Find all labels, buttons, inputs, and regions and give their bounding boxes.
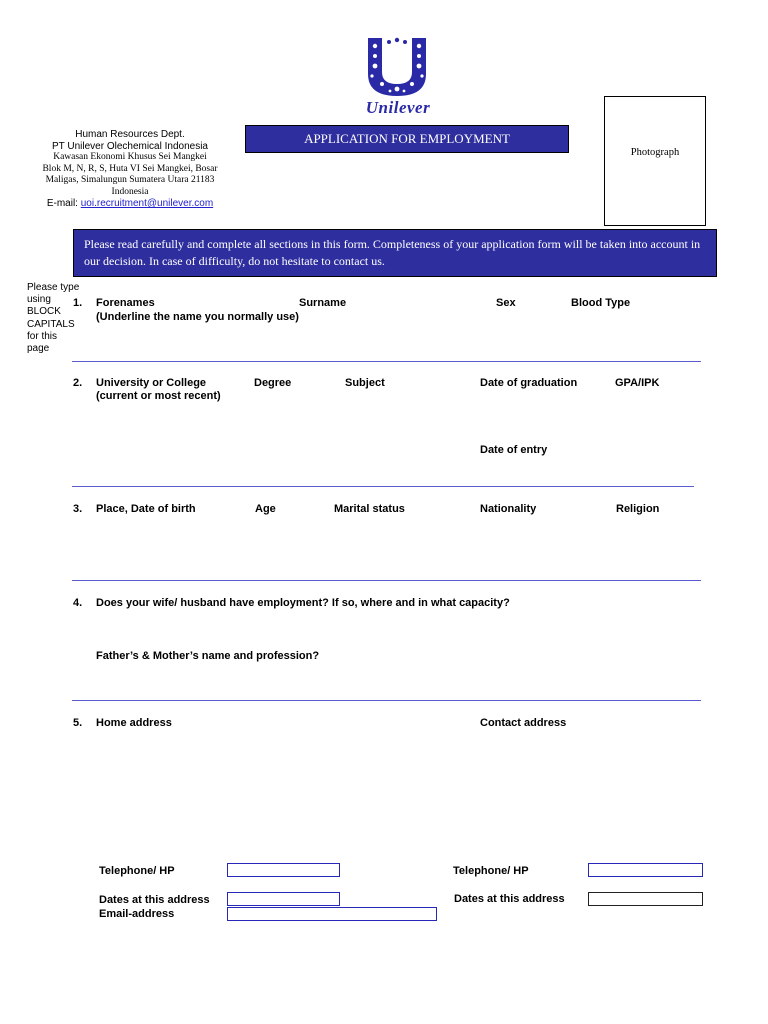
contact-address-label: Contact address [480, 717, 567, 729]
home-address-label: Home address [96, 717, 172, 729]
dates-left-label: Dates at this address [99, 894, 210, 906]
email-address-field[interactable] [227, 907, 437, 921]
date-graduation-label: Date of graduation [480, 377, 578, 389]
current-note: (current or most recent) [96, 390, 221, 402]
nationality-label: Nationality [480, 503, 537, 515]
email-line [30, 198, 230, 210]
form-title: APPLICATION FOR EMPLOYMENT [304, 131, 510, 146]
blood-type-label: Blood Type [571, 297, 631, 309]
address-line-1: Kawasan Ekonomi Khusus Sei Mangkei [53, 152, 207, 162]
telephone-left-field[interactable] [227, 863, 340, 877]
section-3-number: 3. [73, 503, 83, 515]
age-label: Age [255, 503, 276, 515]
dates-left-field[interactable] [227, 892, 340, 906]
section-5-number: 5. [73, 717, 83, 729]
dates-right-field[interactable] [588, 892, 703, 906]
underline-note: (Underline the name you normally use) [96, 311, 299, 323]
gpa-label: GPA/IPK [615, 377, 660, 389]
side-note-line: using [27, 294, 51, 306]
dates-right-label: Dates at this address [454, 893, 565, 905]
address-line-4: Indonesia [111, 186, 149, 197]
hr-dept: Human Resources Dept. [75, 129, 185, 140]
date-entry-label: Date of entry [480, 444, 548, 456]
section-divider [72, 361, 701, 362]
place-dob-label: Place, Date of birth [96, 503, 196, 515]
spouse-employment-question: Does your wife/ husband have employment? If so, where and in what capacity? [96, 597, 510, 609]
block-capitals-note [27, 282, 83, 355]
telephone-right-field[interactable] [588, 863, 703, 877]
company-name: PT Unilever Olechemical Indonesia [51, 140, 208, 152]
photograph-box[interactable] [604, 96, 706, 226]
email-label: E-mail: [46, 198, 78, 209]
title-banner [245, 125, 569, 153]
subject-label: Subject [345, 377, 385, 389]
religion-label: Religion [616, 503, 660, 515]
address-line-2: Blok M, N, R, S, Huta VI Sei Mangkei, Bosar [42, 163, 218, 174]
section-2-number: 2. [73, 377, 83, 389]
email-link[interactable]: uoi.recruitment@unilever.com [80, 198, 214, 209]
address-line-3: Maligas, Simalungun Sumatera Utara 21183 [45, 175, 215, 185]
photograph-label: Photograph [630, 147, 680, 158]
side-note-line: page [27, 343, 50, 355]
sex-label: Sex [496, 297, 516, 309]
notice-text: Please read carefully and complete all sections in this form. Completeness of your application form will be taken into account in our decision. In case of difficulty, do not hesitate to contact us. [84, 237, 701, 268]
forenames-label: Forenames [96, 297, 155, 309]
surname-label: Surname [299, 297, 347, 309]
parents-question: Father’s & Mother’s name and profession? [96, 650, 320, 662]
side-note-line: BLOCK [27, 306, 61, 318]
side-note-line: Please type [27, 282, 80, 293]
telephone-right-label: Telephone/ HP [453, 865, 529, 877]
email-address-label: Email-address [99, 908, 175, 920]
logo-wordmark: Unilever [365, 98, 431, 117]
marital-status-label: Marital status [334, 503, 405, 515]
university-label: University or College [96, 377, 207, 389]
address-block [30, 129, 230, 210]
unilever-logo-icon [362, 34, 432, 98]
notice-banner [73, 229, 717, 277]
section-divider [72, 700, 701, 701]
degree-label: Degree [254, 377, 292, 389]
telephone-left-label: Telephone/ HP [99, 865, 175, 877]
section-1-number: 1. [73, 297, 83, 309]
section-divider [72, 486, 694, 487]
side-note-line: for this [27, 330, 58, 342]
side-note-line: CAPITALS [27, 318, 75, 330]
section-divider [72, 580, 701, 581]
section-4-number: 4. [73, 597, 83, 609]
